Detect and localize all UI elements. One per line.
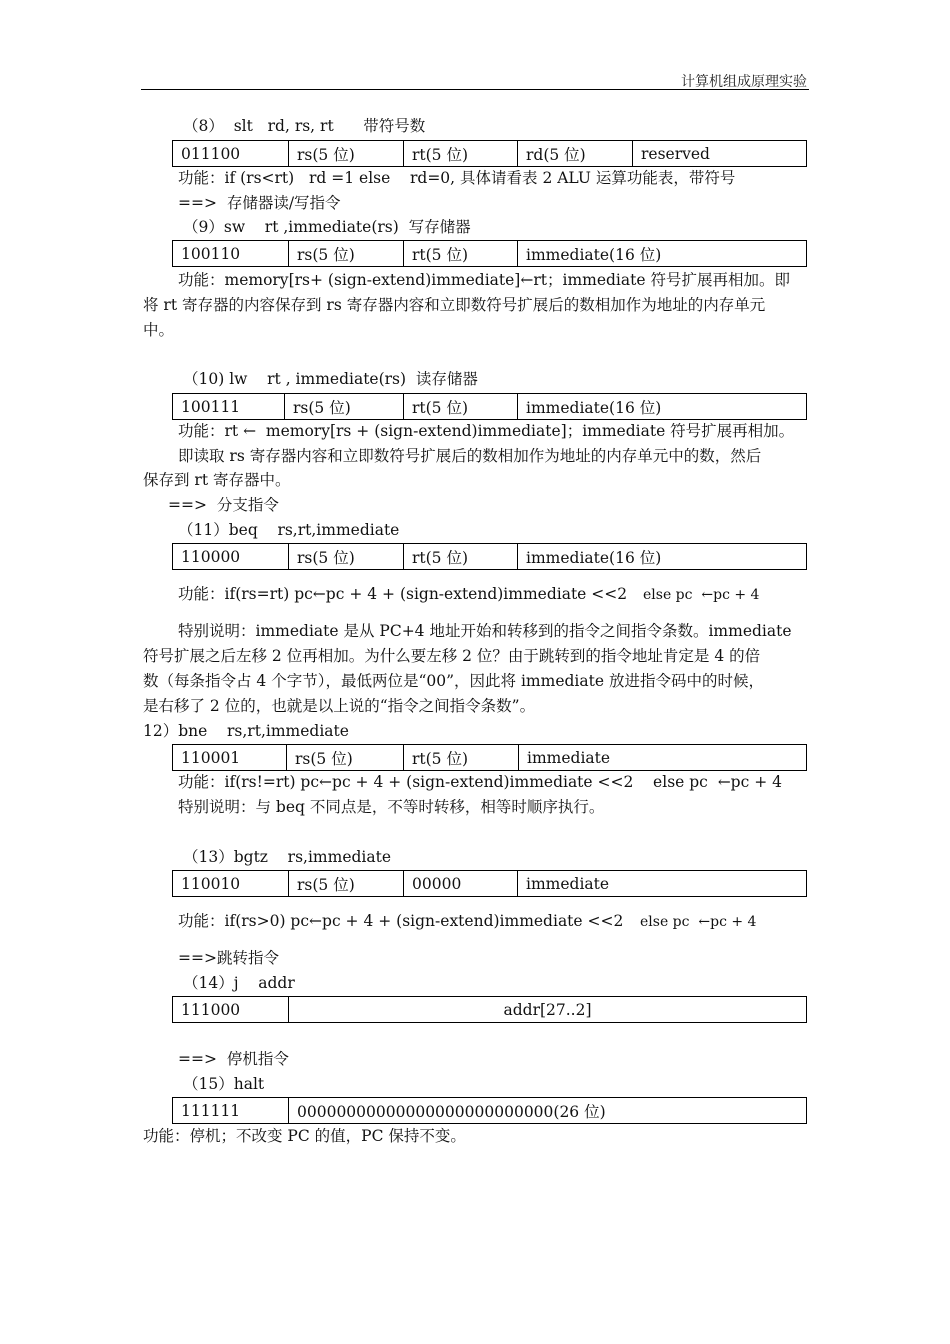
sw-function-line-3: 中。 [143, 321, 175, 339]
slt-title: （8） slt rd, rs, rt 带符号数 [183, 117, 426, 135]
sw-function-line-2: 将 rt 寄存器的内容保存到 rs 寄存器内容和立即数符号扩展后的数相加作为地址的内存单元 [143, 296, 766, 314]
rs-cell: rs(5 位) [289, 544, 404, 570]
lw-function-line-3: 保存到 rt 寄存器中。 [143, 471, 291, 489]
table-row [173, 745, 807, 771]
bgtz-title: （13）bgtz rs,immediate [183, 848, 392, 866]
rs-cell: rs(5 位) [289, 141, 404, 167]
beq-note-line-3: 数（每条指令占 4 个字节），最低两位是“00”，因此将 immediate 放进指令码中的时候， [143, 672, 764, 690]
bne-note: 特别说明：与 beq 不同点是，不等时转移，相等时顺序执行。 [178, 798, 605, 816]
opcode-cell: 110001 [173, 745, 287, 771]
beq-function: 功能：if(rs=rt) pc←pc + 4 + (sign-extend)immediate <<2 [178, 585, 628, 603]
slt-format-table [172, 140, 807, 167]
table-row [173, 1098, 807, 1124]
immediate-cell: immediate(16 位) [518, 544, 807, 570]
reserved-cell: reserved [633, 141, 807, 167]
halt-title: （15）halt [183, 1075, 265, 1093]
jump-group-heading: ==>跳转指令 [178, 949, 279, 967]
opcode-cell: 110000 [173, 544, 289, 570]
header-title: 计算机组成原理实验 [681, 74, 807, 90]
rs-cell: rs(5 位) [285, 394, 404, 420]
halt-group-heading: ==> 停机指令 [178, 1050, 289, 1068]
table-row [173, 241, 807, 267]
branch-group-heading: ==> 分支指令 [168, 496, 279, 514]
halt-bits-cell: 00000000000000000000000000(26 位) [289, 1098, 807, 1124]
opcode-cell: 100111 [173, 394, 285, 420]
lw-function-line-2: 即读取 rs 寄存器内容和立即数符号扩展后的数相加作为地址的内存单元中的数，然后 [178, 447, 762, 465]
rt-cell: rt(5 位) [404, 141, 518, 167]
bne-function: 功能：if(rs!=rt) pc←pc + 4 + (sign-extend)immediate <<2 else pc ←pc + 4 [178, 773, 782, 791]
table-row [173, 997, 807, 1023]
addr-cell: addr[27..2] [289, 997, 807, 1023]
opcode-cell: 011100 [173, 141, 289, 167]
immediate-cell: immediate(16 位) [518, 241, 807, 267]
rt-cell: rt(5 位) [404, 745, 519, 771]
table-row [173, 544, 807, 570]
zero-field-cell: 00000 [404, 871, 518, 897]
j-format-table [172, 996, 807, 1023]
beq-title: （11）beq rs,rt,immediate [178, 521, 400, 539]
memory-group-heading: ==> 存储器读/写指令 [178, 194, 341, 212]
bne-format-table [172, 744, 807, 771]
lw-title: （10) lw rt , immediate(rs) 读存储器 [183, 370, 478, 388]
immediate-cell: immediate [518, 871, 807, 897]
rs-cell: rs(5 位) [289, 871, 404, 897]
sw-format-table [172, 240, 807, 267]
beq-note-line-2: 符号扩展之后左移 2 位再相加。为什么要左移 2 位？由于跳转到的指令地址肯定是 4 的倍 [143, 647, 761, 665]
sw-function-line-1: 功能：memory[rs+ (sign-extend)immediate]←rt；immediate 符号扩展再相加。即 [178, 271, 790, 289]
rs-cell: rs(5 位) [287, 745, 404, 771]
halt-format-table [172, 1097, 807, 1124]
table-row [173, 141, 807, 167]
bgtz-else-clause: else pc ←pc + 4 [640, 914, 757, 930]
slt-function: 功能：if (rs<rt) rd =1 else rd=0, 具体请看表 2 ALU 运算功能表，带符号 [178, 169, 736, 187]
header-rule [141, 89, 809, 90]
opcode-cell: 100110 [173, 241, 289, 267]
beq-note-line-4: 是右移了 2 位的，也就是以上说的“指令之间指令条数”。 [143, 697, 536, 715]
opcode-cell: 111111 [173, 1098, 289, 1124]
beq-format-table [172, 543, 807, 570]
opcode-cell: 110010 [173, 871, 289, 897]
immediate-cell: immediate [519, 745, 807, 771]
opcode-cell: 111000 [173, 997, 289, 1023]
rt-cell: rt(5 位) [404, 241, 518, 267]
lw-format-table [172, 393, 807, 420]
table-row [173, 394, 807, 420]
j-title: （14）j addr [183, 974, 295, 992]
lw-function-line-1: 功能：rt ← memory[rs + (sign-extend)immediate]；immediate 符号扩展再相加。 [178, 422, 795, 440]
immediate-cell: immediate(16 位) [518, 394, 807, 420]
rd-cell: rd(5 位) [518, 141, 633, 167]
rt-cell: rt(5 位) [404, 394, 518, 420]
rs-cell: rs(5 位) [289, 241, 404, 267]
sw-title: （9）sw rt ,immediate(rs) 写存储器 [183, 218, 471, 236]
bne-title: 12）bne rs,rt,immediate [143, 722, 349, 740]
halt-function: 功能：停机；不改变 PC 的值，PC 保持不变。 [143, 1127, 466, 1145]
bgtz-function: 功能：if(rs>0) pc←pc + 4 + (sign-extend)immediate <<2 [178, 912, 624, 930]
beq-else-clause: else pc ←pc + 4 [643, 587, 760, 603]
beq-note-line-1: 特别说明：immediate 是从 PC+4 地址开始和转移到的指令之间指令条数。immediate [178, 622, 792, 640]
bgtz-format-table [172, 870, 807, 897]
rt-cell: rt(5 位) [404, 544, 518, 570]
table-row [173, 871, 807, 897]
